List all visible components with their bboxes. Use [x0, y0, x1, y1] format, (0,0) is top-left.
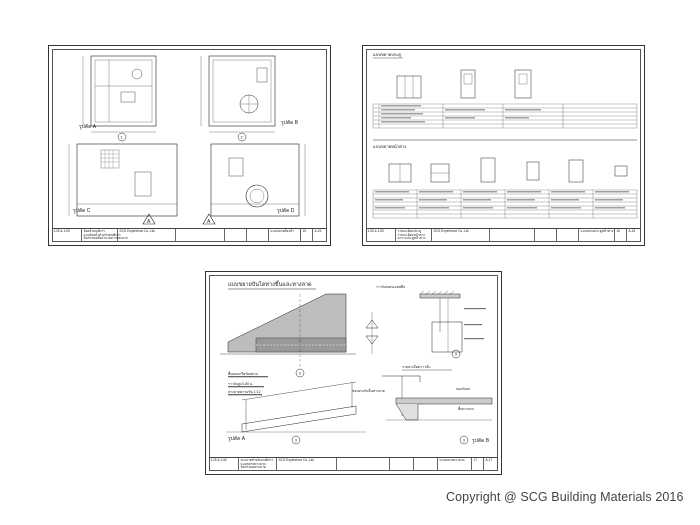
- marker-label: 3: [454, 351, 457, 357]
- desc-line: แบบขยายทางลาด: [240, 461, 266, 466]
- title-block: [366, 228, 641, 242]
- note-text: ขอบกันตก: [456, 387, 471, 391]
- title-block-blank: [390, 458, 414, 471]
- marker-label: 3: [294, 437, 297, 443]
- section-label-a: รูปตัด A: [228, 436, 246, 442]
- title-block-blank: [247, 229, 269, 242]
- title-block-drawing-title: แบบขยายประตูหน้าต่าง: [579, 229, 615, 242]
- title-block-blank: [557, 229, 579, 242]
- marker-label: A: [207, 219, 211, 225]
- title-block-sheet-number: 16: [615, 229, 627, 242]
- title-block-drawing-number: A-15: [314, 229, 322, 233]
- toilet-plan-drawings: [49, 46, 332, 247]
- title-block-blank: [414, 458, 438, 471]
- title-block-description: [82, 229, 128, 242]
- section-label-b: รูปตัด B: [281, 120, 299, 126]
- note-text: พื้นทางลาด: [458, 407, 474, 411]
- callout-handrail: ราวจับสเตนเลสสตีล: [376, 285, 406, 289]
- title-block-drawing-title: แบบขยายห้องน้ำ: [269, 229, 301, 242]
- copyright-notice: Copyright @ SCG Building Materials 2016: [446, 490, 684, 504]
- section-label-c: รูปตัด C: [73, 208, 91, 214]
- title-block-blank: [535, 229, 557, 242]
- title-block-sheet-number: 15: [301, 229, 313, 242]
- title-block-sheet-number: 17: [472, 458, 484, 471]
- title-block: [52, 228, 327, 242]
- marker-label: 3: [462, 437, 465, 443]
- callout-detail: รายละเอียดราวจับ: [402, 365, 431, 369]
- door-section-header: แบบขยายประตู: [373, 52, 402, 57]
- title-block-scale: 1:25 & 1:50: [52, 229, 82, 242]
- section-label-a: รูปตัด A: [79, 124, 97, 130]
- title-block-drawing-title: แบบขยายทางลาด: [438, 458, 472, 471]
- window-section-header: แบบขยายหน้าต่าง: [373, 144, 407, 149]
- note-text: ราวจับสูง 0.80 ม.: [228, 382, 254, 386]
- title-block-blank: [490, 229, 535, 242]
- drawing-sheet-ramp: [205, 271, 502, 475]
- title-block-drawing-number: A-16: [628, 229, 636, 233]
- desc-line: รายละเอียดประตู: [397, 229, 421, 233]
- drawing-sheet-toilet: [48, 45, 331, 246]
- title-block-company: SCG Experience Co.,Ltd.: [432, 229, 490, 242]
- desc-line: ห้องน้ำคนพิการ: [83, 229, 105, 233]
- title-block-description: [239, 458, 277, 471]
- drawing-sheet-doors-windows: [362, 45, 645, 246]
- section-label-d: รูปตัด D: [277, 208, 295, 214]
- marker-label: 3: [298, 370, 301, 376]
- title-block-blank: [337, 458, 390, 471]
- title-block-description: [396, 229, 432, 242]
- sheet-title: แบบขยายบันไดทางขึ้นและทางลาด: [228, 282, 312, 288]
- door-window-schedule: [363, 46, 646, 247]
- desc-line: แบบห้องน้ำสำหรับคนพิการ: [83, 232, 121, 237]
- marker-label: 2: [240, 134, 243, 140]
- marker-label: A: [147, 219, 151, 225]
- section-label-b: รูปตัด B: [472, 438, 490, 444]
- title-block: [209, 457, 498, 471]
- title-block-drawing-number: A-17: [485, 458, 493, 462]
- note-text: ขอบยางกันลื่นทางลาด: [352, 389, 385, 393]
- desc-line: ข้อกำหนดทางลาด: [240, 465, 266, 470]
- note-text: พื้นคอนกรีตขัดหยาบ: [228, 372, 259, 376]
- note-text: ทางลาดความชัน 1:12: [228, 390, 261, 394]
- title-block-blank: [176, 229, 225, 242]
- ramp-detail-drawings: [206, 272, 503, 476]
- desc-line: ทางลาดสำหรับคนพิการ: [240, 458, 274, 462]
- title-block-scale: 1:25 & 1:50: [366, 229, 396, 242]
- title-block-blank: [225, 229, 247, 242]
- title-block-scale: 1:25 & 1:50: [209, 458, 239, 471]
- title-block-company: SCG Experience Co.,Ltd.: [118, 229, 176, 242]
- desc-line: ข้อกำหนดสิ่งอำนวยความสะดวก: [83, 236, 128, 241]
- desc-line: ตารางประตูหน้าต่าง: [397, 236, 426, 241]
- desc-line: รายละเอียดหน้าต่าง: [397, 232, 425, 237]
- marker-label: 1: [120, 134, 123, 140]
- title-block-company: SCG Experience Co.,Ltd.: [277, 458, 337, 471]
